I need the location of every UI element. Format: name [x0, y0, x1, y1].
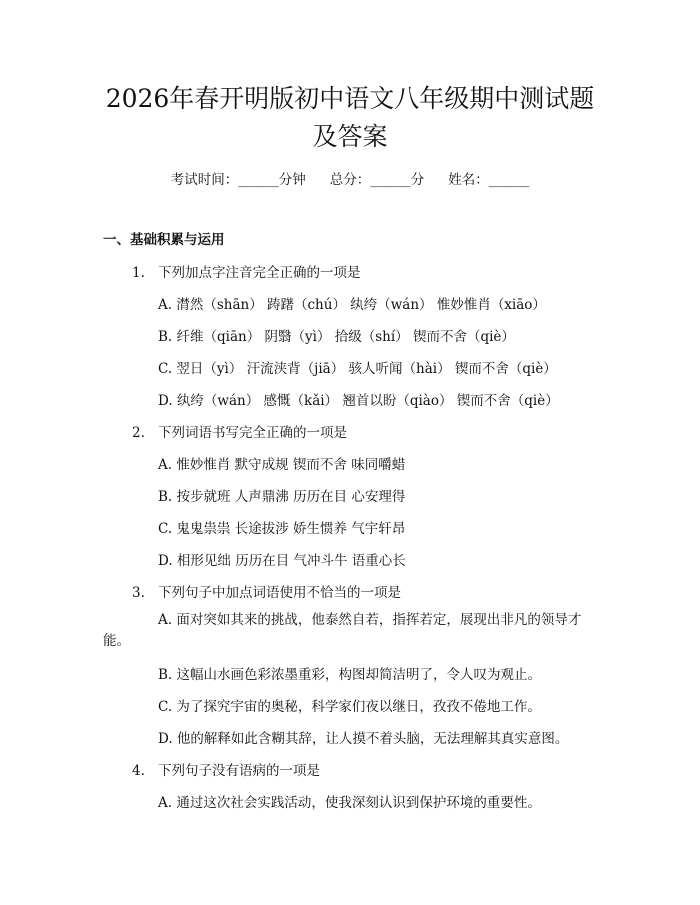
student-name: 姓名：______	[448, 172, 530, 188]
question-text: 下列句子中加点词语使用不恰当的一项是	[158, 585, 401, 601]
option-1a: A. 潸然（shān） 踌躇（chú） 纨绔（wán） 惟妙惟肖（xiāo）	[158, 297, 546, 313]
option-1d: D. 纨绔（wán） 感慨（kǎi） 翘首以盼（qiào） 锲而不舍（qiè）	[158, 393, 559, 409]
page-title: 2026年春开明版初中语文八年级期中测试题	[105, 84, 595, 113]
question-number: 2.	[132, 425, 145, 441]
option-3c: C. 为了探究宇宙的奥秘，科学家们夜以继日，孜孜不倦地工作。	[158, 699, 541, 715]
option-2d: D. 相形见绌 历历在目 气冲斗牛 语重心长	[158, 553, 406, 569]
question-text: 下列加点字注音完全正确的一项是	[158, 265, 361, 281]
question-4	[132, 759, 320, 779]
option-3b: B. 这幅山水画色彩浓墨重彩，构图却简洁明了，令人叹为观止。	[158, 667, 542, 683]
option-2a: A. 惟妙惟肖 默守成规 锲而不舍 味同嚼蜡	[158, 457, 406, 473]
question-text: 下列句子没有语病的一项是	[158, 763, 320, 779]
question-number: 3.	[132, 585, 145, 601]
page-title-line2: 及答案	[312, 122, 388, 151]
question-number: 4.	[132, 763, 145, 779]
option-1b: B. 纤维（qiān） 阴翳（yì） 拾级（shí） 锲而不舍（qiè）	[158, 329, 515, 345]
option-3d: D. 他的解释如此含糊其辞，让人摸不着头脑，无法理解其真实意图。	[158, 731, 569, 747]
option-1c: C. 翌日（yì） 汗流浃背（jiā） 骇人听闻（hài） 锲而不舍（qiè）	[158, 361, 557, 377]
question-number: 1.	[132, 265, 145, 281]
question-3	[132, 581, 401, 601]
section-heading: 一、基础积累与运用	[103, 232, 225, 248]
exam-meta	[0, 168, 700, 188]
exam-time: 考试时间：______分钟	[170, 172, 306, 188]
question-text: 下列词语书写完全正确的一项是	[158, 425, 347, 441]
question-2	[132, 421, 347, 441]
question-1	[132, 261, 361, 281]
option-2c: C. 鬼鬼祟祟 长途拔涉 娇生惯养 气宇轩昂	[158, 521, 406, 537]
option-3a: A. 面对突如其来的挑战，他泰然自若，指挥若定，展现出非凡的领导才能。	[103, 612, 582, 649]
option-4a: A. 通过这次社会实践活动，使我深刻认识到保护环境的重要性。	[158, 795, 541, 811]
option-2b: B. 按步就班 人声鼎沸 历历在目 心安理得	[158, 489, 406, 505]
exam-score: 总分：______分	[329, 172, 425, 188]
